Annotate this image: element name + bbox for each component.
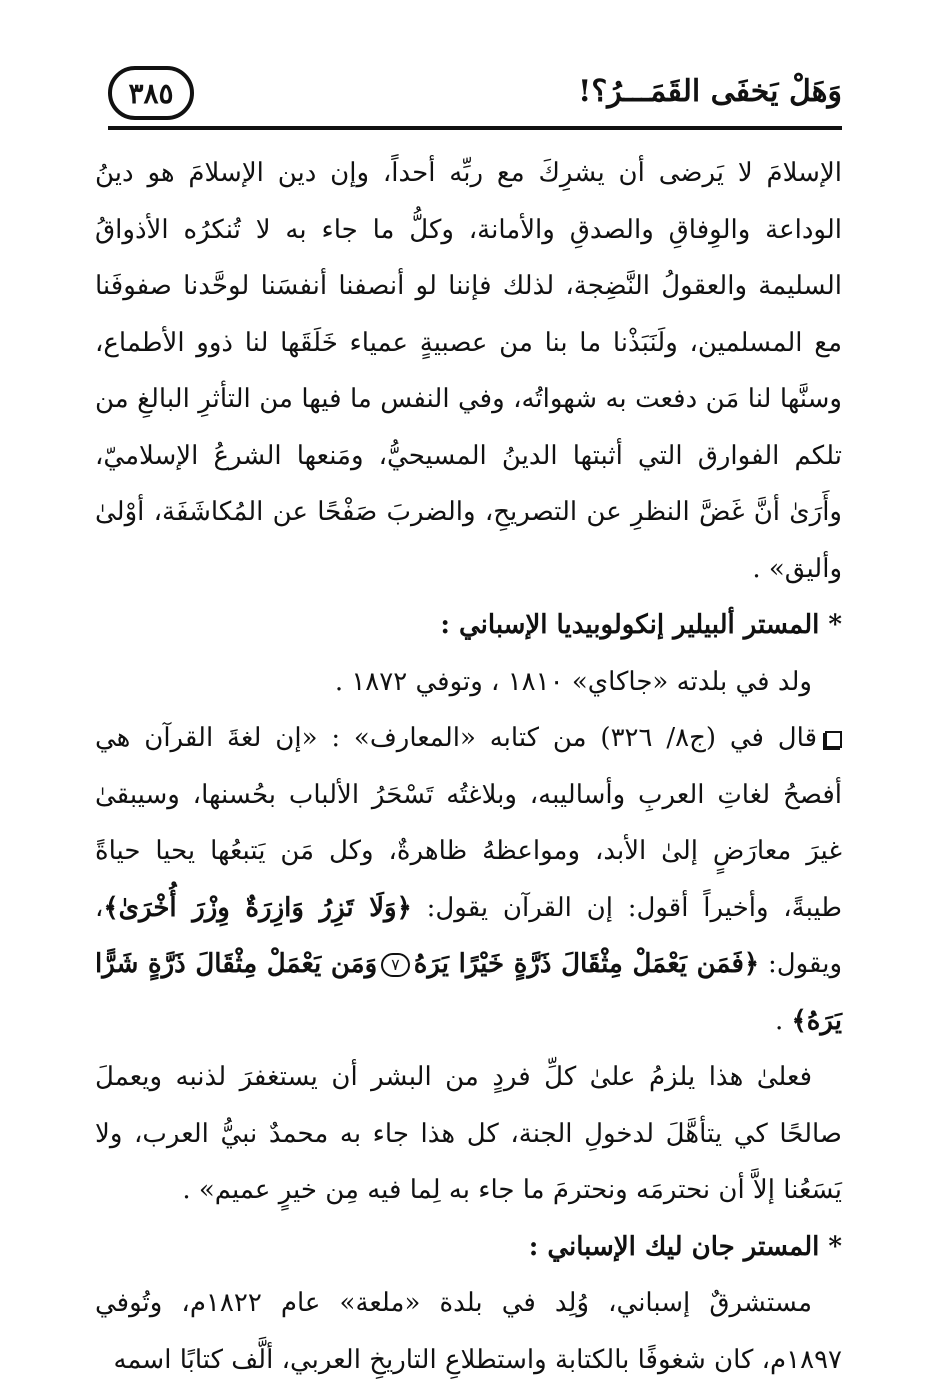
quote-mid-text: ، ويقول:	[95, 892, 842, 979]
page-header	[108, 66, 842, 136]
ayah-number-marker: ٧	[381, 953, 410, 977]
paragraph-jan-lik-bio: مستشرقٌ إسباني، وُلِد في بلدة «ملعة» عام ١٨٢٢م، وتُوفي ١٨٩٧م، كان شغوفًا بالكتابة واستطلاعِ التاريخِ العربي، ألَّف كتابًا اسمه	[95, 1288, 842, 1375]
quote-lead-text: قال في (ج٨/ ٣٢٦) من كتابه «المعارف» : «إن لغةَ القرآن هي أفصحُ لغاتِ العربِ وأساليبه، وبلاغتُه تَسْحَرُ الألباب بحُسنها، وسيبقىٰ غيرَ معارَضٍ إلىٰ الأبد، ومواعظهُ ظاهرةٌ، وكل مَن يَتبعُها يحيا حياةً طيبةً، وأخيراً أقول: إن القرآن يقول:	[95, 723, 842, 923]
running-title: وَهَلْ يَخفَى القَمَـــرُ؟!	[578, 74, 842, 109]
quran-verse-2b: وَمَن يَعْمَلْ مِثْقَالَ ذَرَّةٍ شَرًّا يَرَهُ﴾	[95, 949, 842, 1036]
quote-end-text: .	[775, 1005, 792, 1036]
paragraph-continued-quote: الإسلامَ لا يَرضى أن يشرِكَ مع ربِّه أحداً، وإن دين الإسلامَ هو دينُ الوداعة والوِفاقِ والصدقِ والأمانة، وكلُّ ما جاء به لا تُنكرُه الأذواقُ السليمة والعقولُ النَّضِجة، لذلك فإننا لو أنصفنا أنفسَنا لوحَّدنا صفوفَنا مع المسلمين، ولَنَبَذْنا ما بنا من عصبيةٍ عمياء خَلَقَها لنا ذوو الأطماع، وسنَّها لنا مَن دفعت به شهواتُه، وفي النفس ما فيها من التأثرِ البالغِ من تلكم الفوارق التي أثبتها الدينُ المسيحيُّ، ومَنعها الشرعُ الإسلاميّ، وأَرَىٰ أنَّ غَضَّ النظرِ عن التصريحِ، والضربَ صَفْحًا عن المُكاشَفَة، أوْلىٰ وأليق» .	[95, 158, 842, 584]
quran-verse-2a: ﴿فَمَن يَعْمَلْ مِثْقَالَ ذَرَّةٍ خَيْرًا يَرَهُ	[413, 949, 760, 979]
paragraph-albilir-bio: ولد في بلدته «جاكاي» ١٨١٠ ، وتوفي ١٨٧٢ .	[334, 666, 812, 697]
quran-verse-1: ﴿وَلَا تَزِرُ وَازِرَةٌ وِزْرَ أُخْرَىٰ﴾	[103, 892, 412, 923]
section-heading-albilir: * المستر ألبيلير إنكولوبيديا الإسباني :	[440, 610, 842, 640]
page-number: ٣٨٥	[108, 66, 194, 120]
header-rule	[108, 126, 842, 130]
paragraph-albilir-quote	[95, 710, 842, 1049]
section-heading-jan-lik: * المستر جان ليك الإسباني :	[528, 1231, 842, 1262]
square-bullet-icon	[825, 731, 842, 748]
paragraph-conclusion: فعلىٰ هذا يلزمُ علىٰ كلِّ فردٍ من البشر أن يستغفرَ لذنبه ويعملَ صالحًا كي يتأهَّلَ لدخولِ الجنة، كل هذا جاء به محمدٌ نبيُّ العرب، ولا يَسَعُنا إلاَّ أن نحترمَه ونحترمَ ما جاء به لِما فيه مِن خيرٍ عميم» .	[95, 1062, 842, 1205]
page-body	[95, 145, 842, 1388]
